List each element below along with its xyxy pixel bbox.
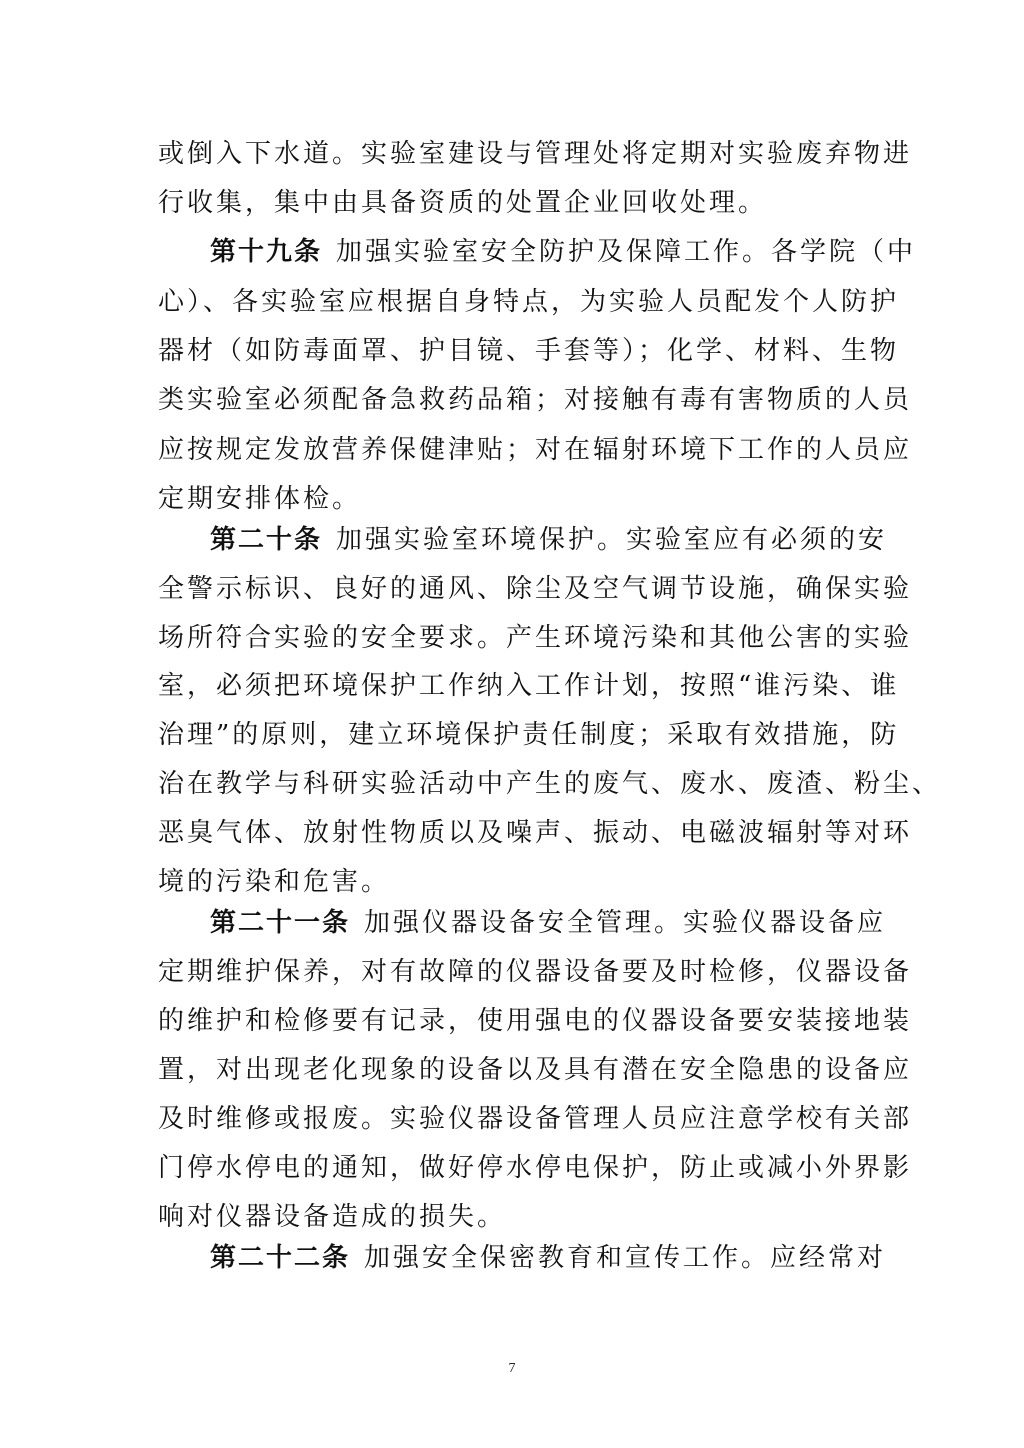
article-number: 第二十一条	[210, 908, 351, 938]
text-line: 的维护和检修要有记录，使用强电的仪器设备要安装接地装	[158, 1006, 913, 1036]
article-number: 第二十条	[210, 525, 323, 555]
text-line: 室，必须把环境保护工作纳入工作计划，按照“谁污染、谁	[158, 671, 900, 701]
article-number: 第二十二条	[210, 1243, 351, 1273]
text-line: 行收集，集中由具备资质的处置企业回收处理。	[158, 188, 768, 218]
text-line: 场所符合实验的安全要求。产生环境污染和其他公害的实验	[158, 623, 913, 653]
text-line: 器材（如防毒面罩、护目镜、手套等）；化学、材料、生物	[158, 336, 900, 366]
text-line: 门停水停电的通知，做好停水停电保护，防止或减小外界影	[158, 1153, 913, 1183]
text-segment: 加强实验室安全防护及保障工作。各学院（中	[336, 237, 917, 267]
text-line: 定期维护保养，对有故障的仪器设备要及时检修，仪器设备	[158, 957, 913, 987]
text-segment: 加强实验室环境保护。实验室应有必须的安	[336, 525, 888, 555]
text-line: 定期安排体检。	[158, 484, 362, 514]
text-line: 境的污染和危害。	[158, 867, 391, 897]
text-line: 心）、各实验室应根据自身特点，为实验人员配发个人防护	[158, 287, 900, 317]
text-line: 治理”的原则，建立环境保护责任制度；采取有效措施，防	[158, 720, 900, 750]
text-line: 及时维修或报废。实验仪器设备管理人员应注意学校有关部	[158, 1104, 913, 1134]
article-number: 第十九条	[210, 237, 323, 267]
text-segment: 加强仪器设备安全管理。实验仪器设备应	[364, 908, 887, 938]
text-line: 响对仪器设备造成的损失。	[158, 1202, 507, 1232]
text-segment: 加强安全保密教育和宣传工作。应经常对	[364, 1243, 887, 1273]
text-line: 或倒入下水道。实验室建设与管理处将定期对实验废弃物进	[158, 139, 913, 169]
article-22-first-line	[210, 1240, 887, 1276]
text-line: 治在教学与科研实验活动中产生的废气、废水、废渣、粉尘、	[158, 769, 942, 799]
article-20-first-line	[210, 522, 888, 558]
text-line: 恶臭气体、放射性物质以及噪声、振动、电磁波辐射等对环	[158, 818, 913, 848]
text-line: 置，对出现老化现象的设备以及具有潜在安全隐患的设备应	[158, 1055, 913, 1085]
text-line: 应按规定发放营养保健津贴；对在辐射环境下工作的人员应	[158, 435, 913, 465]
article-19-first-line	[210, 234, 917, 270]
text-line: 类实验室必须配备急救药品箱；对接触有毒有害物质的人员	[158, 385, 913, 415]
page-number: 7	[508, 1361, 516, 1376]
article-21-first-line	[210, 905, 887, 941]
text-line: 全警示标识、良好的通风、除尘及空气调节设施，确保实验	[158, 574, 913, 604]
